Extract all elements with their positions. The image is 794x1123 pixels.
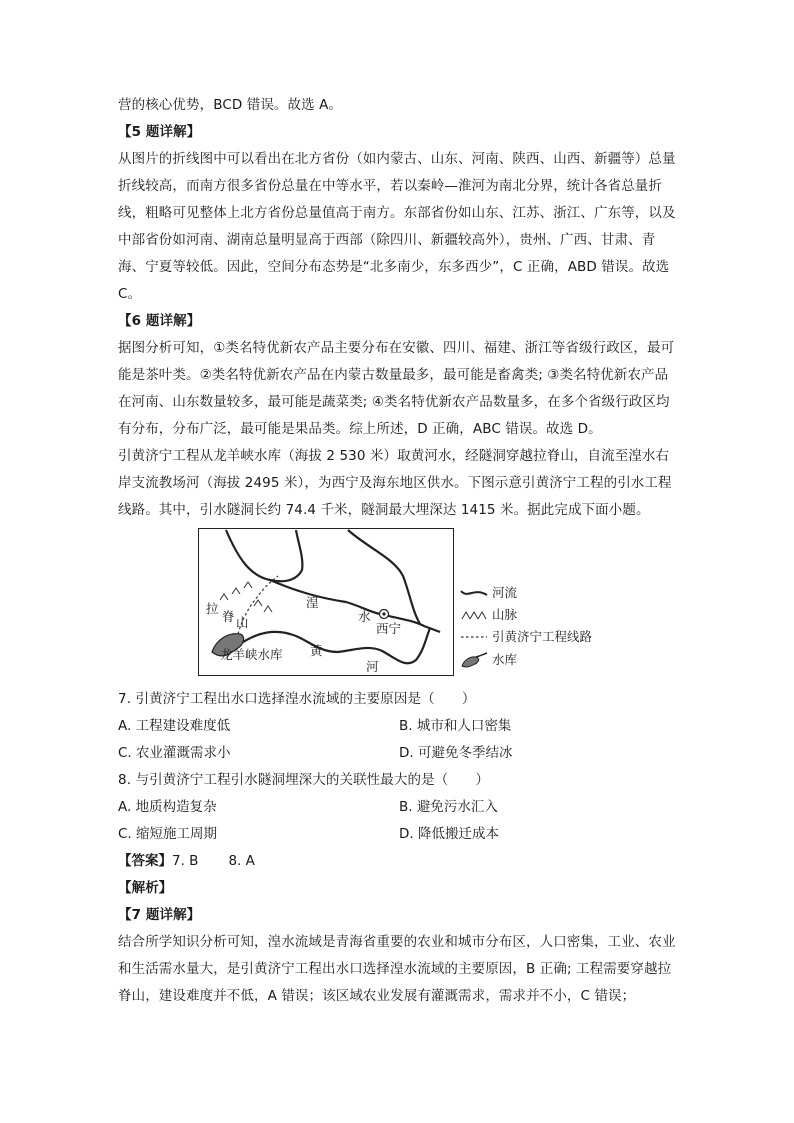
reservoir-legend-icon (460, 652, 488, 668)
question-8-options (118, 794, 680, 848)
river-north-branch (226, 530, 302, 581)
paragraph-q7: 结合所学知识分析可知，湟水流域是青海省重要的农业和城市分布区，人口密集，工业、农业和生活需水量大，是引黄济宁工程出水口选择湟水流域的主要原因，B 正确; 工程需要穿越拉脊山，建设难度并不低，A 错误；该区域农业发展有灌溉需求，需求并不小，C 错误； (118, 934, 676, 1004)
q8-option-c: C. 缩短施工周期 (118, 826, 218, 842)
q7-option-c: C. 农业灌溉需求小 (118, 745, 231, 761)
label-laji-3: 山 (236, 615, 249, 630)
river-legend-icon (460, 587, 488, 599)
analysis-heading: 【解析】 (118, 880, 173, 896)
label-he: 河 (366, 659, 379, 674)
q7-option-b: B. 城市和人口密集 (399, 718, 512, 734)
legend-reservoir: 水库 (460, 652, 517, 668)
legend-route: 引黄济宁工程线路 (460, 630, 592, 644)
q7-option-a: A. 工程建设难度低 (118, 718, 231, 734)
q7-option-d: D. 可避免冬季结冰 (399, 745, 513, 761)
answer-7: 7. B (172, 853, 199, 869)
legend-river: 河流 (460, 586, 517, 600)
section-heading-q6: 【6 题详解】 (118, 313, 201, 329)
huangshui-river (270, 580, 440, 632)
q8-option-d: D. 降低搬迁成本 (399, 826, 499, 842)
section-heading-q5: 【5 题详解】 (118, 124, 201, 140)
answer-line (118, 848, 680, 875)
label-huangshui-1: 湟 (306, 595, 319, 610)
legend-mountain: 山脉 (460, 608, 517, 622)
laji-mountain-symbols (220, 582, 272, 612)
question-7-options (118, 713, 680, 767)
label-laji-2: 脊 (222, 609, 235, 624)
label-reservoir: 龙羊峡水库 (220, 647, 283, 662)
q8-option-b: B. 避免污水汇入 (399, 799, 498, 815)
document-page (118, 92, 680, 1010)
intro-paragraph: 引黄济宁工程从龙羊峡水库（海拔 2 530 米）取黄河水，经隧洞穿越拉脊山，自流至湟水右岸支流教场河（海拔 2495 米），为西宁及海东地区供水。下图示意引黄济宁工程的引水工程线路。其中，引水隧洞长约 74.4 千米，隧洞最大埋深达 1415 米。据此完成下面小题。 (118, 448, 672, 518)
label-laji-1: 拉 (206, 601, 219, 616)
question-7-stem: 7. 引黄济宁工程出水口选择湟水流域的主要原因是（ ） (118, 691, 476, 707)
mountain-legend-icon (460, 609, 488, 621)
label-huang: 黄 (310, 643, 323, 658)
paragraph-q6: 据图分析可知，①类名特优新农产品主要分布在安徽、四川、福建、浙江等省级行政区，最可能是茶叶类。②类名特优新农产品在内蒙古数量最多，最可能是畜禽类; ③类名特优新农产品在河南、山东数量较多，最可能是蔬菜类; ④类名特优新农产品数量多，在多个省级行政区均有分布，分布广泛，最可能是果品类。综上所述，D 正确，ABC 错误。故选 D。 (118, 340, 675, 437)
q8-option-a: A. 地质构造复杂 (118, 799, 217, 815)
route-map (198, 528, 618, 680)
text-line: 营的核心优势，BCD 错误。故选 A。 (118, 97, 343, 113)
label-xining: 西宁 (376, 621, 402, 636)
paragraph-q5: 从图片的折线图中可以看出在北方省份（如内蒙古、山东、河南、陕西、山西、新疆等）总量折线较高，而南方很多省份总量在中等水平，若以秦岭—淮河为南北分界，统计各省总量折线，粗略可见整体上北方省份总量值高于南方。东部省份如山东、江苏、浙江、广东等，以及中部省份如河南、湖南总量明显高于西部（除四川、新疆较高外），贵州、广西、甘肃、青海、宁夏等较低。因此，空间分布态势是“北多南少，东多西少”，C 正确，ABD 错误。故选 C。 (118, 151, 676, 302)
answer-label: 【答案】 (118, 853, 172, 869)
section-heading-q7: 【7 题详解】 (118, 907, 201, 923)
question-8-stem: 8. 与引黄济宁工程引水隧洞埋深大的关联性最大的是（ ） (118, 772, 490, 788)
label-huangshui-2: 水 (358, 609, 371, 624)
answer-8: 8. A (228, 853, 255, 869)
route-legend-icon (460, 631, 488, 643)
